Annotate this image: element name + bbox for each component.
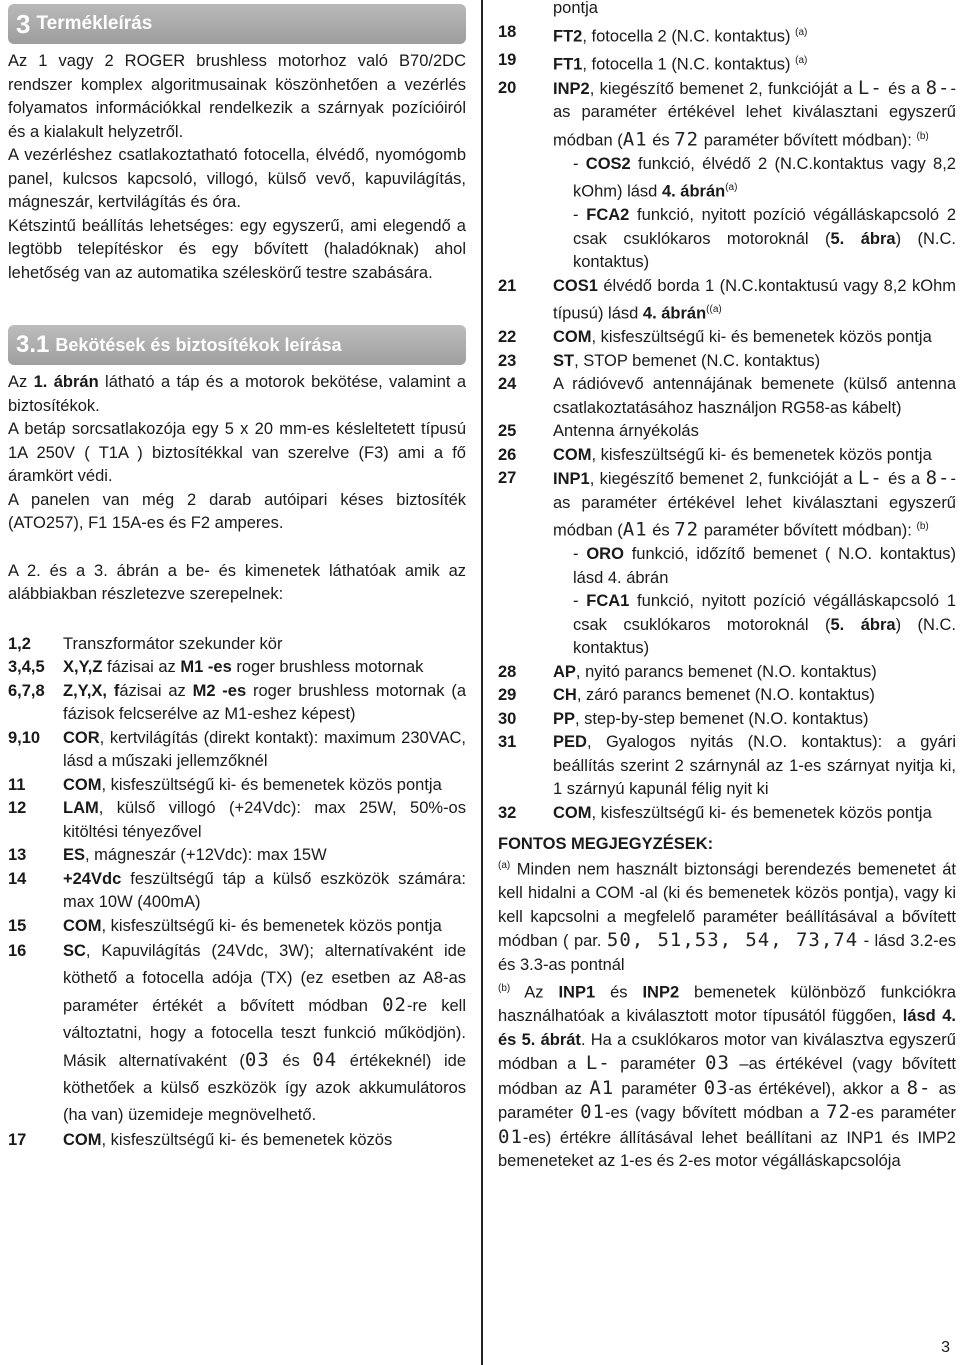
paragraph: Az 1. ábrán látható a táp és a motorok bekötése, valamint a biztosítékok. [8, 373, 466, 415]
terminal-item: 18 FT2, fotocella 2 (N.C. kontaktus) $^{(a)}$ [498, 22, 808, 45]
terminal-subitem: - FCA2 funkció, nyitott pozíció végálláskapcsoló 2 csak csuklókaros motoroknál (5. ábra) (N.C. kontaktus) [573, 206, 956, 271]
terminal-item: 6,7,8 Z,Y,X, fázisai az M2 -es roger brushless motornak (a fázisok felcserélve az M1-eshez képest) [8, 681, 467, 723]
terminal-list-left [8, 633, 466, 1153]
terminal-subitem: - FCA1 funkció, nyitott pozíció végálláskapcsoló 1 csak csuklókaros motoroknál (5. ábra) (N.C. kontaktus) [573, 592, 956, 657]
intro-paragraph: Az 1 vagy 2 ROGER brushless motorhoz való B70/2DC rendszer komplex algoritmusainak köszönhetően a vezérlés folyamatos információkkal rendelkezik a szárnyak pozícióiról és a kialakult helyzetről. [8, 52, 466, 141]
terminal-item: 9,10 COR, kertvilágítás (direkt kontakt): maximum 230VAC, lásd a műszaki jellemzőknél [8, 728, 466, 770]
terminal-item: 14 +24Vdc feszültségű táp a külső eszközök számára: max 10W (400mA) [8, 869, 466, 911]
terminal-item: 15 COM, kisfeszültségű ki- és bemenetek közös pontja [8, 916, 442, 935]
intro-paragraph: Kétszintű beállítás lehetséges: egy egyszerű, ami elegendő a legtöbb telepítéskor és egy bővített (haladóknak) ahol lehetőség van az automatika széleskörű testre szabására. [8, 216, 466, 282]
terminal-item: 21 COS1 élvédő borda 1 (N.C.kontaktusú vagy 8,2 kOhm típusú) lásd 4. ábrán$^{((a)}$ [498, 276, 956, 323]
terminal-item: 20 INP2, kiegészítő bemenet 2, funkcióját a L- és a 8--as paraméter értékével lehet kiválasztani egyszerű módban (A1 és 72 paraméter bővített módban): $^{(b)}$ [498, 76, 956, 150]
terminal-item: 22 COM, kisfeszültségű ki- és bemenetek közös pontja [498, 328, 932, 346]
intro-paragraph: A vezérléshez csatlakoztatható fotocella, élvédő, nyomógomb panel, kulcsos kapcsoló, villogó, külső vevő, kapuvilágítás, mágneszár, kertvilágítás és óra. [8, 146, 466, 211]
terminal-item: 26 COM, kisfeszültségű ki- és bemenetek közös pontja [498, 445, 932, 464]
section-title: Termékleírás [36, 13, 153, 34]
right-column [498, 0, 956, 1174]
terminal-item: 16 SC, Kapuvilágítás (24Vdc, 3W); alternatívaként ide köthető a fotocella adója (TX) (ez esetben az A8-as paraméter értékét a bővített módban 02-re kell változtatni, hogy a fotocella teszt funkció működjön). Másik alternatívaként (03 és 04 értékeknél) ide köthetőek a külső eszközök így azok akkumulátoros (ha van) üzemideje megnövelhető. [8, 942, 466, 1124]
section-header [8, 4, 466, 44]
terminal-item: 13 ES, mágneszár (+12Vdc): max 15W [8, 846, 327, 864]
section-number: 3 [16, 8, 31, 39]
terminal-item: 28 AP, nyitó parancs bemenet (N.O. kontaktus) [498, 662, 877, 681]
terminal-item: 11 COM, kisfeszültségű ki- és bemenetek közös pontja [8, 775, 442, 794]
terminal-item: 3,4,5 X,Y,Z fázisai az M1 -es roger brushless motornak [8, 658, 424, 676]
subsection-title: Bekötések és biztosítékok leírása [55, 334, 342, 355]
terminal-item: 17 COM, kisfeszültségű ki- és bemenetek közös [8, 1131, 393, 1149]
continued-text: pontja [553, 0, 598, 17]
subsection-header [8, 325, 466, 365]
terminal-subitem: - ORO funkció, időzítő bemenet ( N.O. kontaktus) lásd 4. ábrán [573, 545, 956, 587]
terminal-item: 24 A rádióvevő antennájának bemenete (külső antenna csatlakoztatásához használjon RG58-as kábelt) [498, 375, 956, 417]
left-column [8, 0, 466, 1153]
page-number: 3 [941, 1339, 950, 1356]
paragraph: A panelen van még 2 darab autóipari késes biztosíték (ATO257), F1 15A-es és F2 amperes. [8, 490, 466, 532]
terminal-item: 25 Antenna árnyékolás [498, 422, 699, 440]
terminal-item: 12 LAM, külső villogó (+24Vdc): max 25W, 50%-os kitöltési tényezővel [8, 799, 466, 841]
terminal-item: 23 ST, STOP bemenet (N.C. kontaktus) [498, 351, 821, 370]
intro-text [8, 50, 466, 285]
paragraph: A betáp sorcsatlakozója egy 5 x 20 mm-es késleltetett típusú 1A 250V ( T1A ) biztosítékkal van szerelve (F3) ami a fő áramkört védi. [8, 420, 466, 485]
note-a: $^{(a)}$ Minden nem használt biztonsági berendezés bemenetet át kell hidalni a COM -al (ki és bemenetek közös pontja), vagy ki kell kapcsolni a megfelelő paraméter beállításával a bővített módban ( par. 50, 51,53, 54, 73,74 - lásd 3.2-es és 3.3-as pontnál [498, 860, 957, 974]
terminal-item: 32 COM, kisfeszültségű ki- és bemenetek közös pontja [498, 803, 932, 822]
terminal-subitem: - COS2 funkció, élvédő 2 (N.C.kontaktus vagy 8,2 kOhm) lásd 4. ábrán$^{(a)}$ [573, 154, 956, 201]
terminal-item: 19 FT1, fotocella 1 (N.C. kontaktus) $^{(a)}$ [498, 50, 808, 73]
subsection-number: 3.1 [16, 331, 50, 358]
terminal-item: 27 INP1, kiegészítő bemenet 2, funkcióját a L- és a 8--as paraméter értékével lehet kiválasztani egyszerű módban (A1 és 72 paraméter bővített módban): $^{(b)}$ [498, 467, 956, 541]
notes-title: FONTOS MEGJEGYZÉSEK: [498, 835, 714, 853]
paragraph: A 2. és a 3. ábrán a be- és kimenetek láthatóak amik az alábbiakban részletezve szerepelnek: [8, 561, 466, 603]
terminal-item: 31 PED, Gyalogos nyitás (N.O. kontaktus): a gyári beállítás szerint 2 szárnynál az 1-es szárnyat nyitja ki, 1 szárnyú kapunál félig nyit ki [498, 733, 956, 798]
terminal-item: 30 PP, step-by-step bemenet (N.O. kontaktus) [498, 709, 869, 728]
terminal-item: 29 CH, záró parancs bemenet (N.O. kontaktus) [498, 686, 875, 704]
note-b: $^{(b)}$ Az INP1 és INP2 bemenetek különböző funkciókra használhatóak a kiválasztott motor típusától függően, lásd 4. és 5. ábrát. Ha a csuklókaros motor van kiválasztva egyszerű módban a L- paraméter 03 –as értékével (vagy bővített módban az A1 paraméter 03-as értékével), akkor a 8- as paraméter 01-es (vagy bővített módban a 72-es paraméter 01-es) értékre állításával lehet beállítani az INP1 és IMP2 bemeneteket az 1-es és 2-es motor végálláskapcsolója [498, 983, 957, 1170]
terminal-item: 1,2 Transzformátor szekunder kör [8, 634, 283, 653]
column-divider [481, 0, 483, 1365]
